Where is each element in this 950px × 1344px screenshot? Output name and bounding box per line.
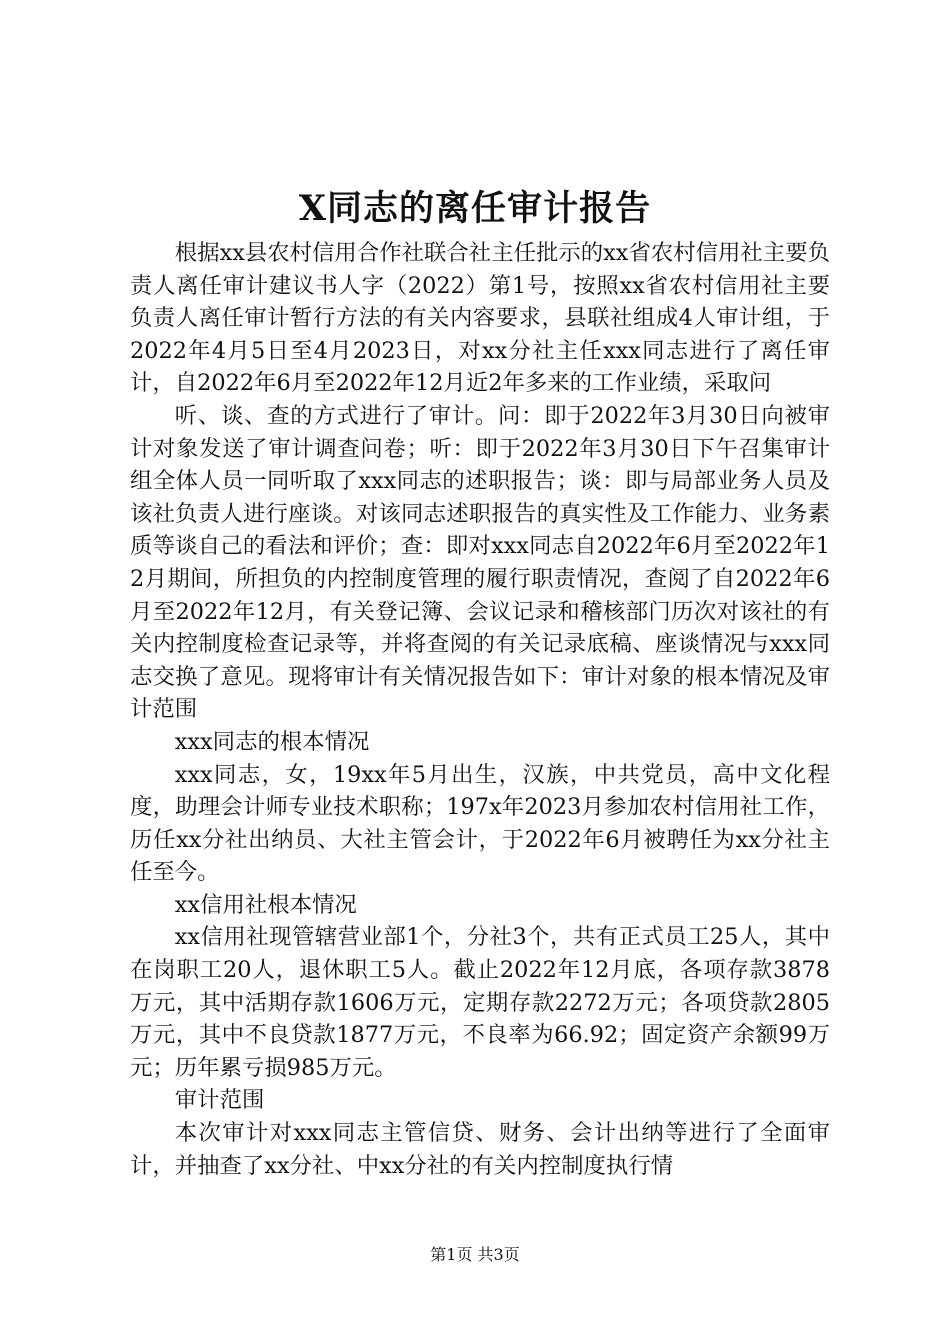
paragraph-intro: 根据xx县农村信用合作社联合社主任批示的xx省农村信用社主要负责人离任审计建议书人字（2022）第1号，按照xx省农村信用社主要负责人离任审计暂行方法的有关内容要求，县联社组成4人审计组，于2022年4月5日至4月2023日，对xx分社主任xxx同志进行了离任审计，自2022年6月至2022年12月近2年多来的工作业绩，采取问 [130,240,830,397]
section-heading-audit-scope: 审计范围 [174,1087,265,1114]
paragraph-credit-union-info: xx信用社现管辖营业部1个，分社3个，共有正式员工25人，其中在岗职工20人，退休职工5人。截止2022年12月底，各项存款3878万元，其中活期存款1606万元，定期存款2272万元；各项贷款2805万元，其中不良贷款1877万元，不良率为66.92；固定资产余额99万元；历年累亏损985万元。 [130,924,830,1081]
document-title: X同志的离任审计报告 [298,188,652,229]
paragraph-audit-method: 听、谈、查的方式进行了审计。问：即于2022年3月30日向被审计对象发送了审计调查问卷；听：即于2022年3月30日下午召集审计组全体人员一同听取了xxx同志的述职报告；谈：即与局部业务人员及该社负责人进行座谈。对该同志述职报告的真实性及工作能力、业务素质等谈自己的看法和评价；查：即对xxx同志自2022年6月至2022年12月期间，所担负的内控制度管理的履行职责情况，查阅了自2022年6月至2022年12月，有关登记簿、会议记录和稽核部门历次对该社的有关内控制度检查记录等，并将查阅的有关记录底稿、座谈情况与xxx同志交换了意见。现将审计有关情况报告如下：审计对象的根本情况及审计范围 [130,402,830,723]
section-heading-person: xxx同志的根本情况 [174,728,370,755]
section-heading-credit-union: xx信用社根本情况 [174,891,357,918]
page-number-footer: 第1页 共3页 [430,1245,520,1264]
paragraph-person-info: xxx同志，女，19xx年5月出生，汉族，中共党员，高中文化程度，助理会计师专业技术职称；197x年2023月参加农村信用社工作，历任xx分社出纳员、大社主管会计，于2022年6月被聘任为xx分社主任至今。 [130,761,830,886]
paragraph-audit-scope: 本次审计对xxx同志主管信贷、财务、会计出纳等进行了全面审计，并抽查了xx分社、中xx分社的有关内控制度执行情 [130,1120,830,1179]
document-body [130,237,830,1182]
